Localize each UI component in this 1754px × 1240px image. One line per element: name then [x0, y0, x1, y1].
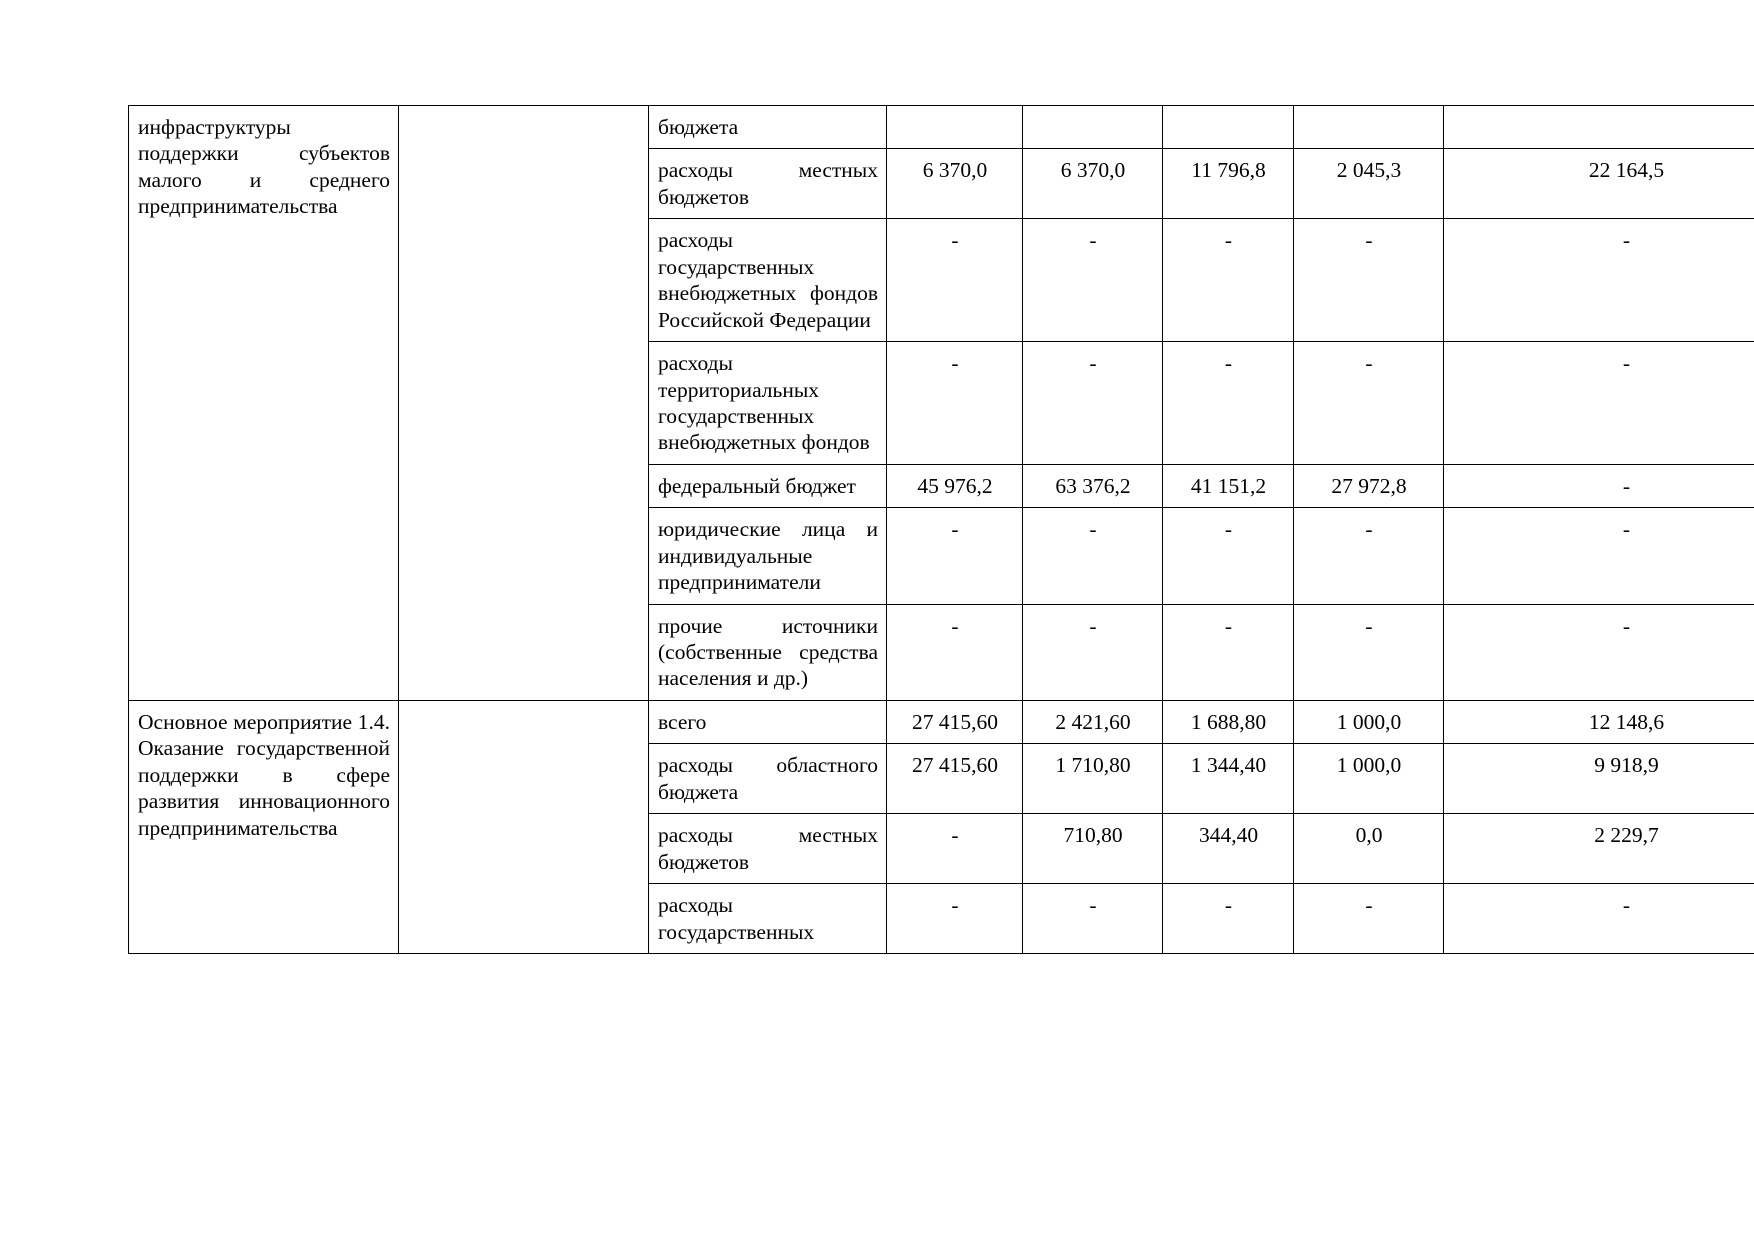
amount-cell-y4: 27 972,8	[1294, 464, 1444, 507]
amount-cell-y2	[1023, 106, 1163, 149]
funding-source-cell	[649, 700, 887, 743]
amount-cell-y4: 1 000,0	[1294, 700, 1444, 743]
amount-cell-y4: 2 045,3	[1294, 149, 1444, 219]
funding-source-text: прочие источники (собственные средства населения и др.)	[658, 613, 878, 691]
responsible-executor-cell	[399, 700, 649, 953]
funding-source-text: всего	[658, 709, 707, 734]
amount-cell-y5: 2 229,7	[1444, 814, 1754, 884]
amount-cell-y2: -	[1023, 604, 1163, 700]
table-body	[129, 106, 1754, 954]
amount-cell-y5: 9 918,9	[1444, 744, 1754, 814]
amount-cell-y2: 1 710,80	[1023, 744, 1163, 814]
funding-source-text: расходы государственных внебюджетных фондов Российской Федерации	[658, 228, 878, 332]
funding-source-cell	[649, 508, 887, 604]
funding-source-cell	[649, 342, 887, 465]
amount-cell-y3: -	[1163, 508, 1294, 604]
amount-cell-y5: 22 164,5	[1444, 149, 1754, 219]
amount-cell-y1: 27 415,60	[887, 700, 1023, 743]
amount-cell-y1: 6 370,0	[887, 149, 1023, 219]
amount-cell-y5: -	[1444, 884, 1754, 954]
amount-cell-y2: -	[1023, 342, 1163, 465]
amount-cell-y1: -	[887, 814, 1023, 884]
amount-cell-y5: -	[1444, 219, 1754, 342]
amount-cell-y4: -	[1294, 604, 1444, 700]
amount-cell-y1: -	[887, 342, 1023, 465]
amount-cell-y5: -	[1444, 342, 1754, 465]
amount-cell-y5: -	[1444, 508, 1754, 604]
amount-cell-y3: 1 344,40	[1163, 744, 1294, 814]
amount-cell-y5: 12 148,6	[1444, 700, 1754, 743]
funding-source-cell	[649, 219, 887, 342]
table-row	[129, 106, 1754, 149]
funding-source-text: расходы областного бюджета	[658, 753, 878, 804]
measure-name-text: инфраструктуры поддержки субъектов малого и среднего предпринимательства	[138, 115, 390, 219]
amount-cell-y1: 45 976,2	[887, 464, 1023, 507]
amount-cell-y4	[1294, 106, 1444, 149]
amount-cell-y5: -	[1444, 604, 1754, 700]
funding-source-cell	[649, 149, 887, 219]
amount-cell-y1: 27 415,60	[887, 744, 1023, 814]
funding-source-cell	[649, 814, 887, 884]
amount-cell-y4: -	[1294, 508, 1444, 604]
amount-cell-y3: -	[1163, 342, 1294, 465]
funding-source-text: расходы территориальных государственных внебюджетных фондов	[658, 351, 870, 455]
budget-table-wrapper	[128, 105, 1754, 954]
amount-cell-y4: -	[1294, 884, 1444, 954]
funding-source-cell	[649, 884, 887, 954]
amount-cell-y4: 1 000,0	[1294, 744, 1444, 814]
funding-source-cell	[649, 464, 887, 507]
amount-cell-y2: -	[1023, 508, 1163, 604]
funding-source-text: расходы местных бюджетов	[658, 158, 878, 209]
amount-cell-y2: 63 376,2	[1023, 464, 1163, 507]
amount-cell-y3: 344,40	[1163, 814, 1294, 884]
amount-cell-y3: 41 151,2	[1163, 464, 1294, 507]
amount-cell-y4: -	[1294, 342, 1444, 465]
amount-cell-y2: -	[1023, 884, 1163, 954]
funding-source-cell	[649, 744, 887, 814]
funding-source-text: бюджета	[658, 115, 739, 139]
amount-cell-y2: -	[1023, 219, 1163, 342]
amount-cell-y3: 1 688,80	[1163, 700, 1294, 743]
amount-cell-y3: -	[1163, 219, 1294, 342]
responsible-executor-cell	[399, 106, 649, 701]
amount-cell-y3: 11 796,8	[1163, 149, 1294, 219]
amount-cell-y1: -	[887, 508, 1023, 604]
funding-source-text: расходы государственных	[658, 893, 815, 944]
amount-cell-y1: -	[887, 604, 1023, 700]
amount-cell-y5	[1444, 106, 1754, 149]
budget-table	[128, 105, 1754, 954]
amount-cell-y2: 6 370,0	[1023, 149, 1163, 219]
amount-cell-y3: -	[1163, 604, 1294, 700]
funding-source-text: федеральный бюджет	[658, 473, 856, 498]
amount-cell-y3	[1163, 106, 1294, 149]
amount-cell-y5: -	[1444, 464, 1754, 507]
amount-cell-y4: -	[1294, 219, 1444, 342]
amount-cell-y4: 0,0	[1294, 814, 1444, 884]
table-row	[129, 700, 1754, 743]
funding-source-cell	[649, 604, 887, 700]
amount-cell-y1	[887, 106, 1023, 149]
amount-cell-y3: -	[1163, 884, 1294, 954]
amount-cell-y1: -	[887, 884, 1023, 954]
funding-source-text: юридические лица и индивидуальные предприниматели	[658, 517, 878, 595]
funding-source-text: расходы местных бюджетов	[658, 823, 878, 874]
amount-cell-y1: -	[887, 219, 1023, 342]
measure-name-text: Основное мероприятие 1.4. Оказание государственной поддержки в сфере развития инновационного предпринимательства	[138, 709, 390, 840]
measure-name-cell	[129, 106, 399, 701]
measure-name-cell	[129, 700, 399, 953]
amount-cell-y2: 2 421,60	[1023, 700, 1163, 743]
funding-source-cell	[649, 106, 887, 149]
amount-cell-y2: 710,80	[1023, 814, 1163, 884]
